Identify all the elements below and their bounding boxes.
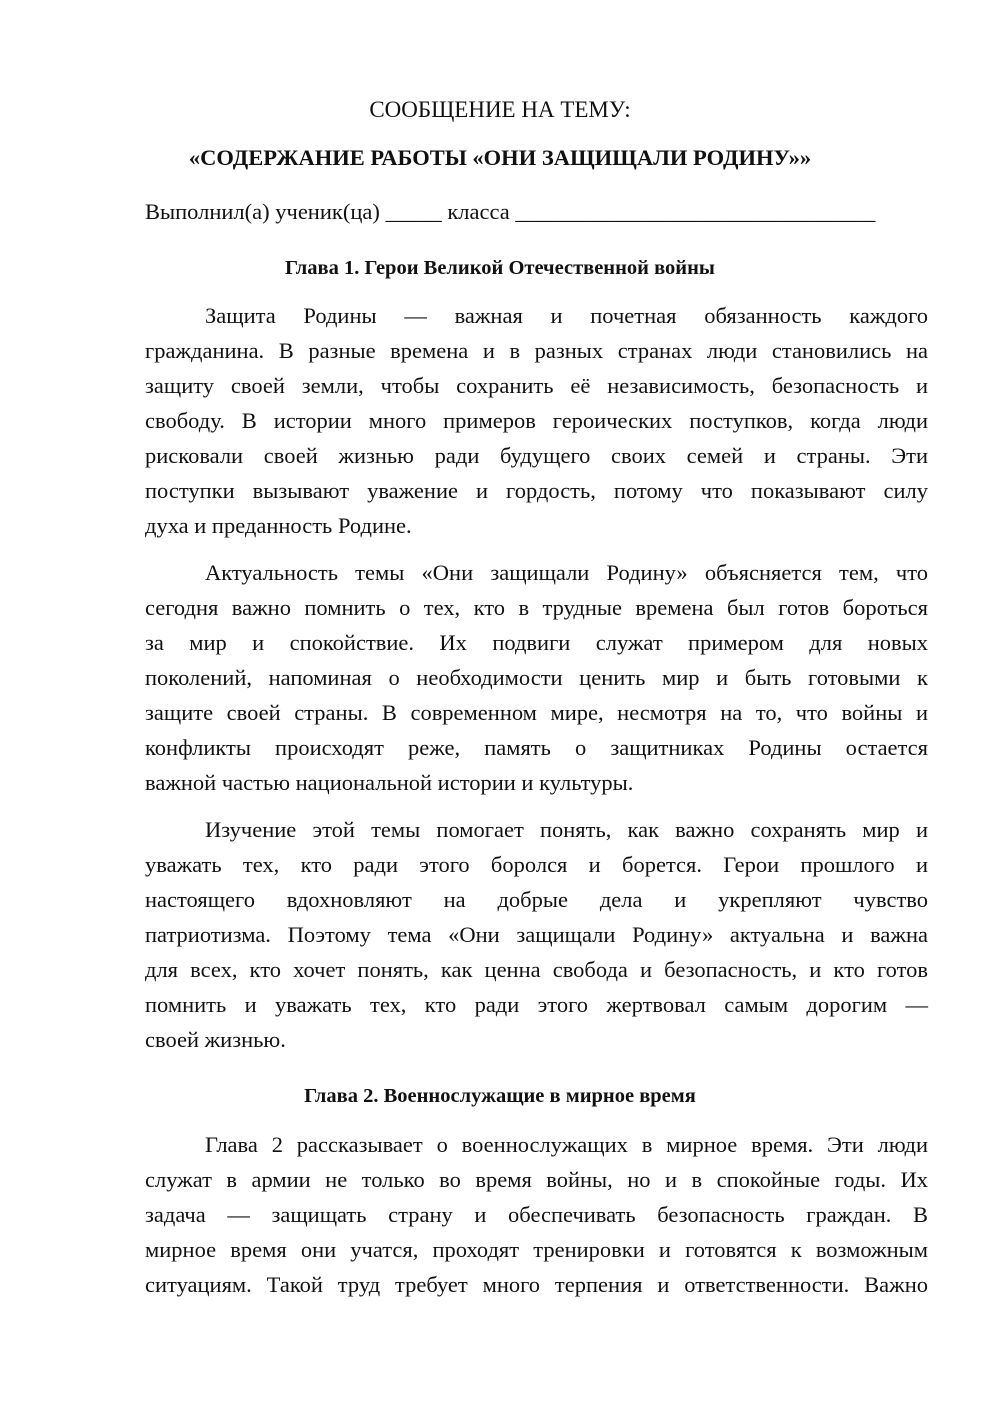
paragraph-line: гражданина. В разные времена и в разных странах люди становились на (145, 338, 928, 363)
paragraph-line: уважать тех, кто ради этого боролся и борется. Герои прошлого и (145, 852, 928, 877)
paragraph-line: защиту своей земли, чтобы сохранить её независимость, безопасность и (145, 373, 928, 398)
paragraph-line: для всех, кто хочет понять, как ценна свобода и безопасность, и кто готов (145, 957, 928, 982)
paragraph-line: поступки вызывают уважение и гордость, потому что показывают силу (145, 478, 928, 503)
paragraph-line: сегодня важно помнить о тех, кто в трудные времена был готов бороться (145, 595, 928, 620)
chapter-1-heading: Глава 1. Герои Великой Отечественной войны (285, 257, 715, 279)
title-line-2: «СОДЕРЖАНИЕ РАБОТЫ «ОНИ ЗАЩИЩАЛИ РОДИНУ»» (188, 145, 812, 170)
paragraph-line: Изучение этой темы помогает понять, как важно сохранять мир и (205, 817, 928, 842)
title-line-1: СООБЩЕНИЕ НА ТЕМУ: (369, 97, 631, 122)
paragraph-line: настоящего вдохновляют на добрые дела и укрепляют чувство (145, 887, 928, 912)
paragraph-line: рисковали своей жизнью ради будущего своих семей и страны. Эти (145, 443, 928, 468)
paragraph-line: поколений, напоминая о необходимости ценить мир и быть готовыми к (145, 665, 928, 690)
paragraph-line: свободу. В истории много примеров героических поступков, когда люди (145, 408, 928, 433)
author-line: Выполнил(а) ученик(ца) _____ класса ________________________________ (145, 199, 876, 224)
paragraph-line: задача — защищать страну и обеспечивать безопасность граждан. В (145, 1202, 928, 1227)
paragraph-line: духа и преданность Родине. (145, 513, 412, 538)
paragraph-line: важной частью национальной истории и культуры. (145, 770, 634, 795)
paragraph-line: конфликты происходят реже, память о защитниках Родины остается (145, 735, 928, 760)
paragraph-line: мирное время они учатся, проходят тренировки и готовятся к возможным (145, 1237, 928, 1262)
paragraph-line: помнить и уважать тех, кто ради этого жертвовал самым дорогим — (145, 992, 928, 1017)
paragraph-line: ситуациям. Такой труд требует много терпения и ответственности. Важно (145, 1272, 928, 1297)
paragraph-line: патриотизма. Поэтому тема «Они защищали Родину» актуальна и важна (145, 922, 928, 947)
paragraph-line: за мир и спокойствие. Их подвиги служат примером для новых (145, 630, 928, 655)
paragraph-line: Глава 2 рассказывает о военнослужащих в мирное время. Эти люди (205, 1132, 928, 1157)
chapter-2-heading: Глава 2. Военнослужащие в мирное время (304, 1085, 696, 1107)
paragraph-line: служат в армии не только во время войны, но и в спокойные годы. Их (145, 1167, 928, 1192)
paragraph-line: Актуальность темы «Они защищали Родину» объясняется тем, что (205, 560, 928, 585)
paragraph-line: своей жизнью. (145, 1027, 286, 1052)
paragraph-line: защите своей страны. В современном мире, несмотря на то, что войны и (145, 700, 928, 725)
paragraph-line: Защита Родины — важная и почетная обязанность каждого (205, 303, 928, 328)
